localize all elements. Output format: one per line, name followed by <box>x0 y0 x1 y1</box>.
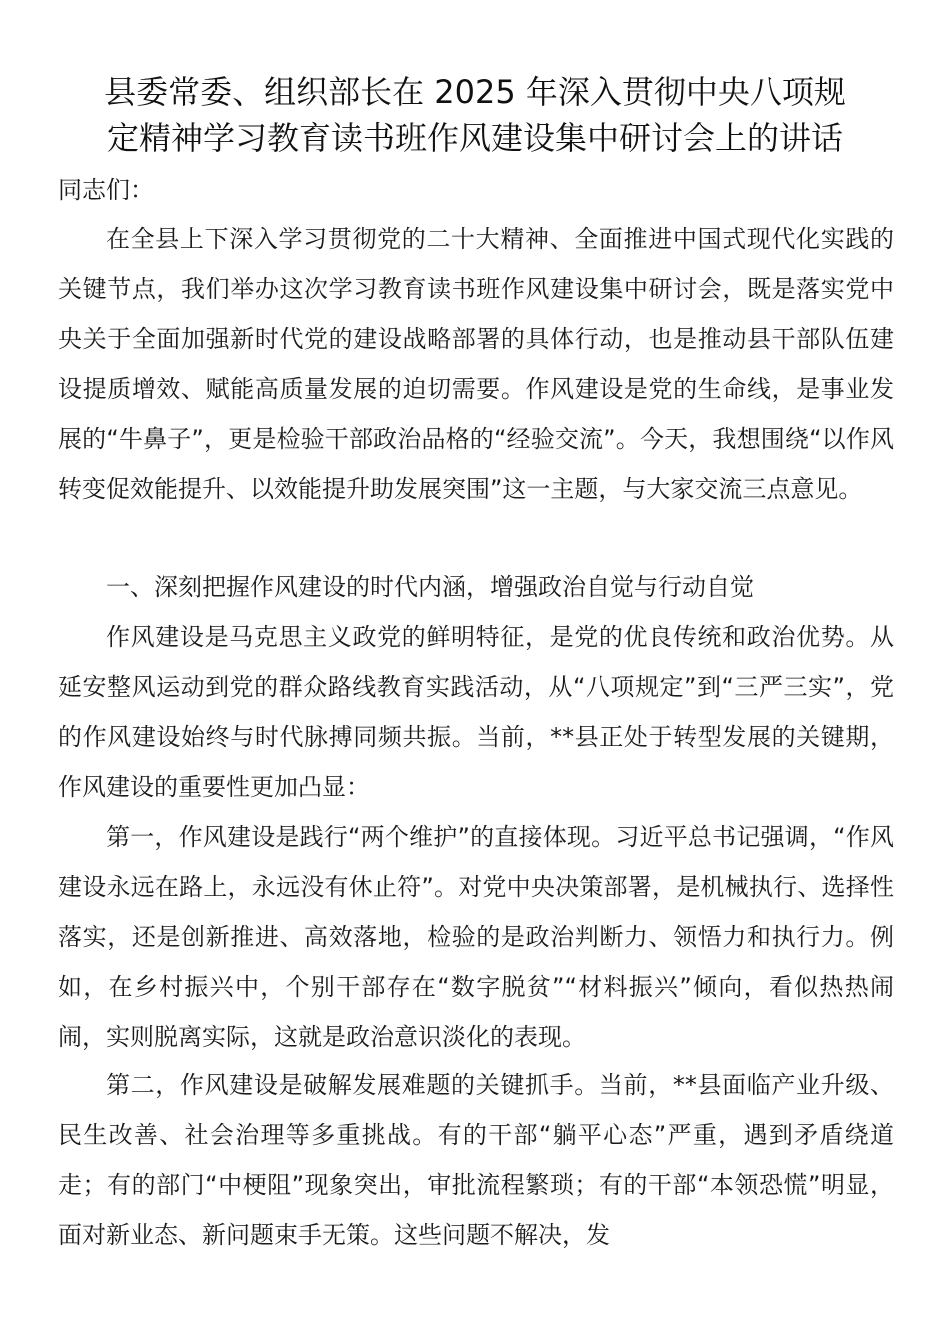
document-title-line-1: 县委常委、组织部长在 2025 年深入贯彻中央八项规 <box>104 73 846 111</box>
salutation: 同志们： <box>58 176 154 204</box>
document-title-line-2: 定精神学习教育读书班作风建设集中研讨会上的讲话 <box>106 119 843 157</box>
paragraph-point-2: 第二，作风建设是破解发展难题的关键抓手。当前，**县面临产业升级、民生改善、社会治理等多重挑战。有的干部“躺平心态”严重，遇到矛盾绕道走；有的部门“中梗阻”现象突出，审批流程繁琐；有的干部“本领恐慌”明显，面对新业态、新问题束手无策。这些问题不解决，发 <box>58 1071 894 1249</box>
paragraph-point-1: 第一，作风建设是践行“两个维护”的直接体现。习近平总书记强调，“作风建设永远在路上，永远没有休止符”。对党中央决策部署，是机械执行、选择性落实，还是创新推进、高效落地，检验的是政治判断力、领悟力和执行力。例如，在乡村振兴中，个别干部存在“数字脱贫”“材料振兴”倾向，看似热热闹闹，实则脱离实际，这就是政治意识淡化的表现。 <box>58 823 894 1051</box>
paragraph-intro: 在全县上下深入学习贯彻党的二十大精神、全面推进中国式现代化实践的关键节点，我们举办这次学习教育读书班作风建设集中研讨会，既是落实党中央关于全面加强新时代党的建设战略部署的具体行动，也是推动县干部队伍建设提质增效、赋能高质量发展的迫切需要。作风建设是党的生命线，是事业发展的“牛鼻子”，更是检验干部政治品格的“经验交流”。今天，我想围绕“以作风转变促效能提升、以效能提升助发展突围”这一主题，与大家交流三点意见。 <box>58 225 894 503</box>
paragraph-section-1-intro: 作风建设是马克思主义政党的鲜明特征，是党的优良传统和政治优势。从延安整风运动到党的群众路线教育实践活动，从“八项规定”到“三严三实”，党的作风建设始终与时代脉搏同频共振。当前，**县正处于转型发展的关键期，作风建设的重要性更加凸显： <box>58 623 894 801</box>
section-heading-1: 一、深刻把握作风建设的时代内涵，增强政治自觉与行动自觉 <box>106 573 754 601</box>
